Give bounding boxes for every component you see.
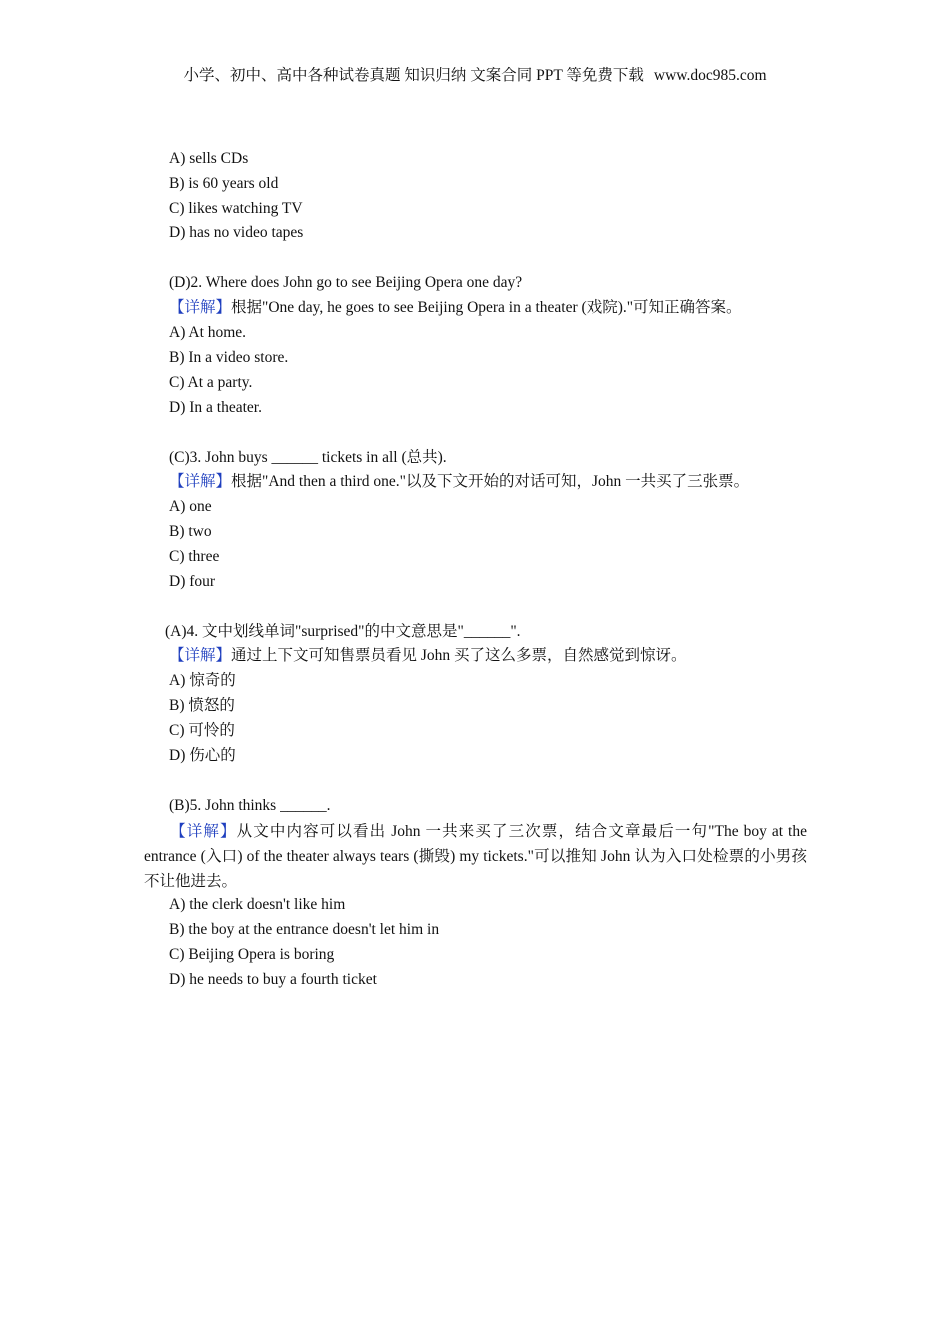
q4-option-a: A) 惊奇的 [169,672,236,689]
q4-option-c: C) 可怜的 [169,722,235,739]
q2-option-d: D) In a theater. [169,399,262,416]
q3-explanation [169,471,749,493]
q2-option-c: C) At a party. [169,374,253,391]
q3-option-a: A) one [169,498,212,515]
q2-question: (D)2. Where does John go to see Beijing Opera one day? [169,274,523,291]
q3-explanation-text: 根据"And then a third one."以及下文开始的对话可知，John 一共买了三张票。 [231,473,750,490]
q5-explanation [144,819,807,894]
q3-question: (C)3. John buys ______ tickets in all (总共). [169,449,447,466]
q2-option-b: B) In a video store. [169,349,289,366]
q5-question: (B)5. John thinks ______. [169,797,331,814]
q5-option-a: A) the clerk doesn't like him [169,896,346,913]
q2-explanation-tag: 【详解】 [169,299,232,316]
q5-option-c: C) Beijing Opera is boring [169,946,335,963]
q1-option-d: D) has no video tapes [169,224,304,241]
q3-option-b: B) two [169,523,212,540]
q2-explanation-text: 根据"One day, he goes to see Beijing Opera in a theater (戏院)."可知正确答案。 [231,299,742,316]
q4-question: (A)4. 文中划线单词"surprised"的中文意思是"______". [165,623,521,640]
q4-explanation-tag: 【详解】 [169,647,232,664]
q1-option-c: C) likes watching TV [169,200,303,217]
q4-option-b: B) 愤怒的 [169,697,235,714]
header-text: 小学、初中、高中各种试卷真题 知识归纳 文案合同 PPT 等免费下载 [183,67,644,84]
q3-option-d: D) four [169,573,216,590]
q3-option-c: C) three [169,548,220,565]
q5-explanation-text: 从文中内容可以看出 John 一共来买了三次票，结合文章最后一句"The boy at the entrance (入口) of the theater always tears (撕毁) my tickets."可以推知 John 认为入口处检票的小男孩不让他进去。 [144,823,807,890]
q1-option-a: A) sells CDs [169,150,249,167]
q4-explanation-text: 通过上下文可知售票员看见 John 买了这么多票，自然感觉到惊讶。 [231,647,687,664]
q4-explanation [169,645,687,667]
q2-explanation [169,297,742,319]
header-website: www.doc985.com [653,67,767,84]
q4-option-d: D) 伤心的 [169,747,236,764]
q1-option-b: B) is 60 years old [169,175,279,192]
q2-option-a: A) At home. [169,324,247,341]
q5-option-d: D) he needs to buy a fourth ticket [169,971,377,988]
q5-explanation-tag: 【详解】 [169,823,237,840]
q5-option-b: B) the boy at the entrance doesn't let him in [169,921,440,938]
q3-explanation-tag: 【详解】 [169,473,232,490]
